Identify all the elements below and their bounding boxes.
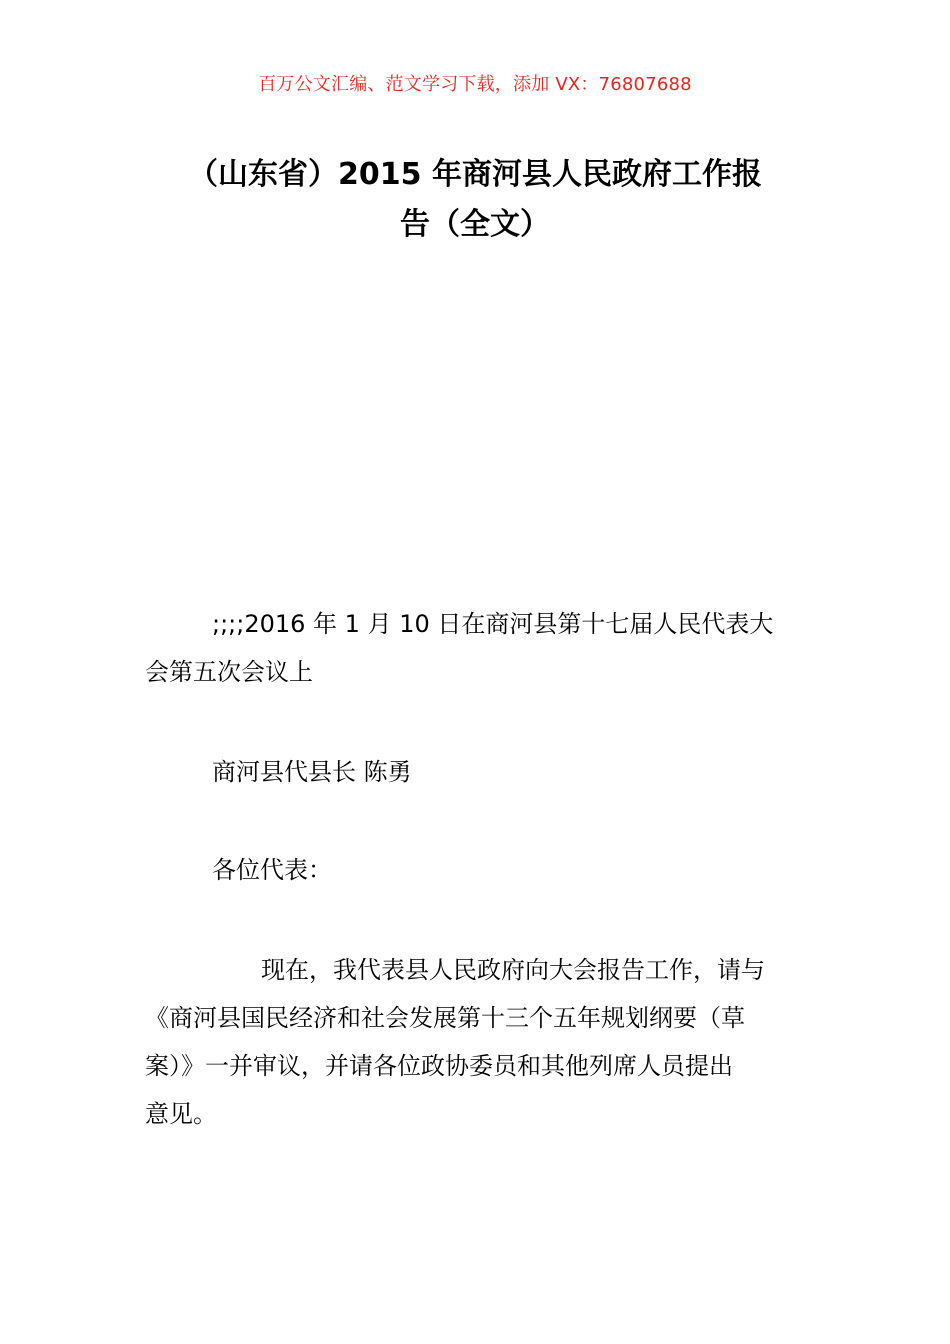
session-line-2: 会第五次会议上 xyxy=(145,658,313,686)
title-line-1: （山东省）2015 年商河县人民政府工作报 xyxy=(188,157,762,192)
document-title xyxy=(145,150,805,250)
intro-line-3: 案）》一并审议，并请各位政协委员和其他列席人员提出 xyxy=(145,1052,733,1080)
intro-line-1: 现在，我代表县人民政府向大会报告工作，请与 xyxy=(261,956,765,984)
intro-paragraph xyxy=(145,946,807,1138)
intro-line-2: 《商河县国民经济和社会发展第十三个五年规划纲要（草 xyxy=(145,1004,745,1032)
intro-line-4: 意见。 xyxy=(145,1100,217,1128)
header-watermark-note: 百万公文汇编、范文学习下载，添加 VX：76807688 xyxy=(258,74,692,95)
speaker-line: 商河县代县长 陈勇 xyxy=(212,758,412,786)
greeting-line: 各位代表： xyxy=(212,856,332,884)
title-line-2: 告（全文） xyxy=(400,207,550,242)
session-line-1: ;;;;2016 年 1 月 10 日在商河县第十七届人民代表大 xyxy=(212,610,774,638)
session-paragraph xyxy=(145,600,807,696)
